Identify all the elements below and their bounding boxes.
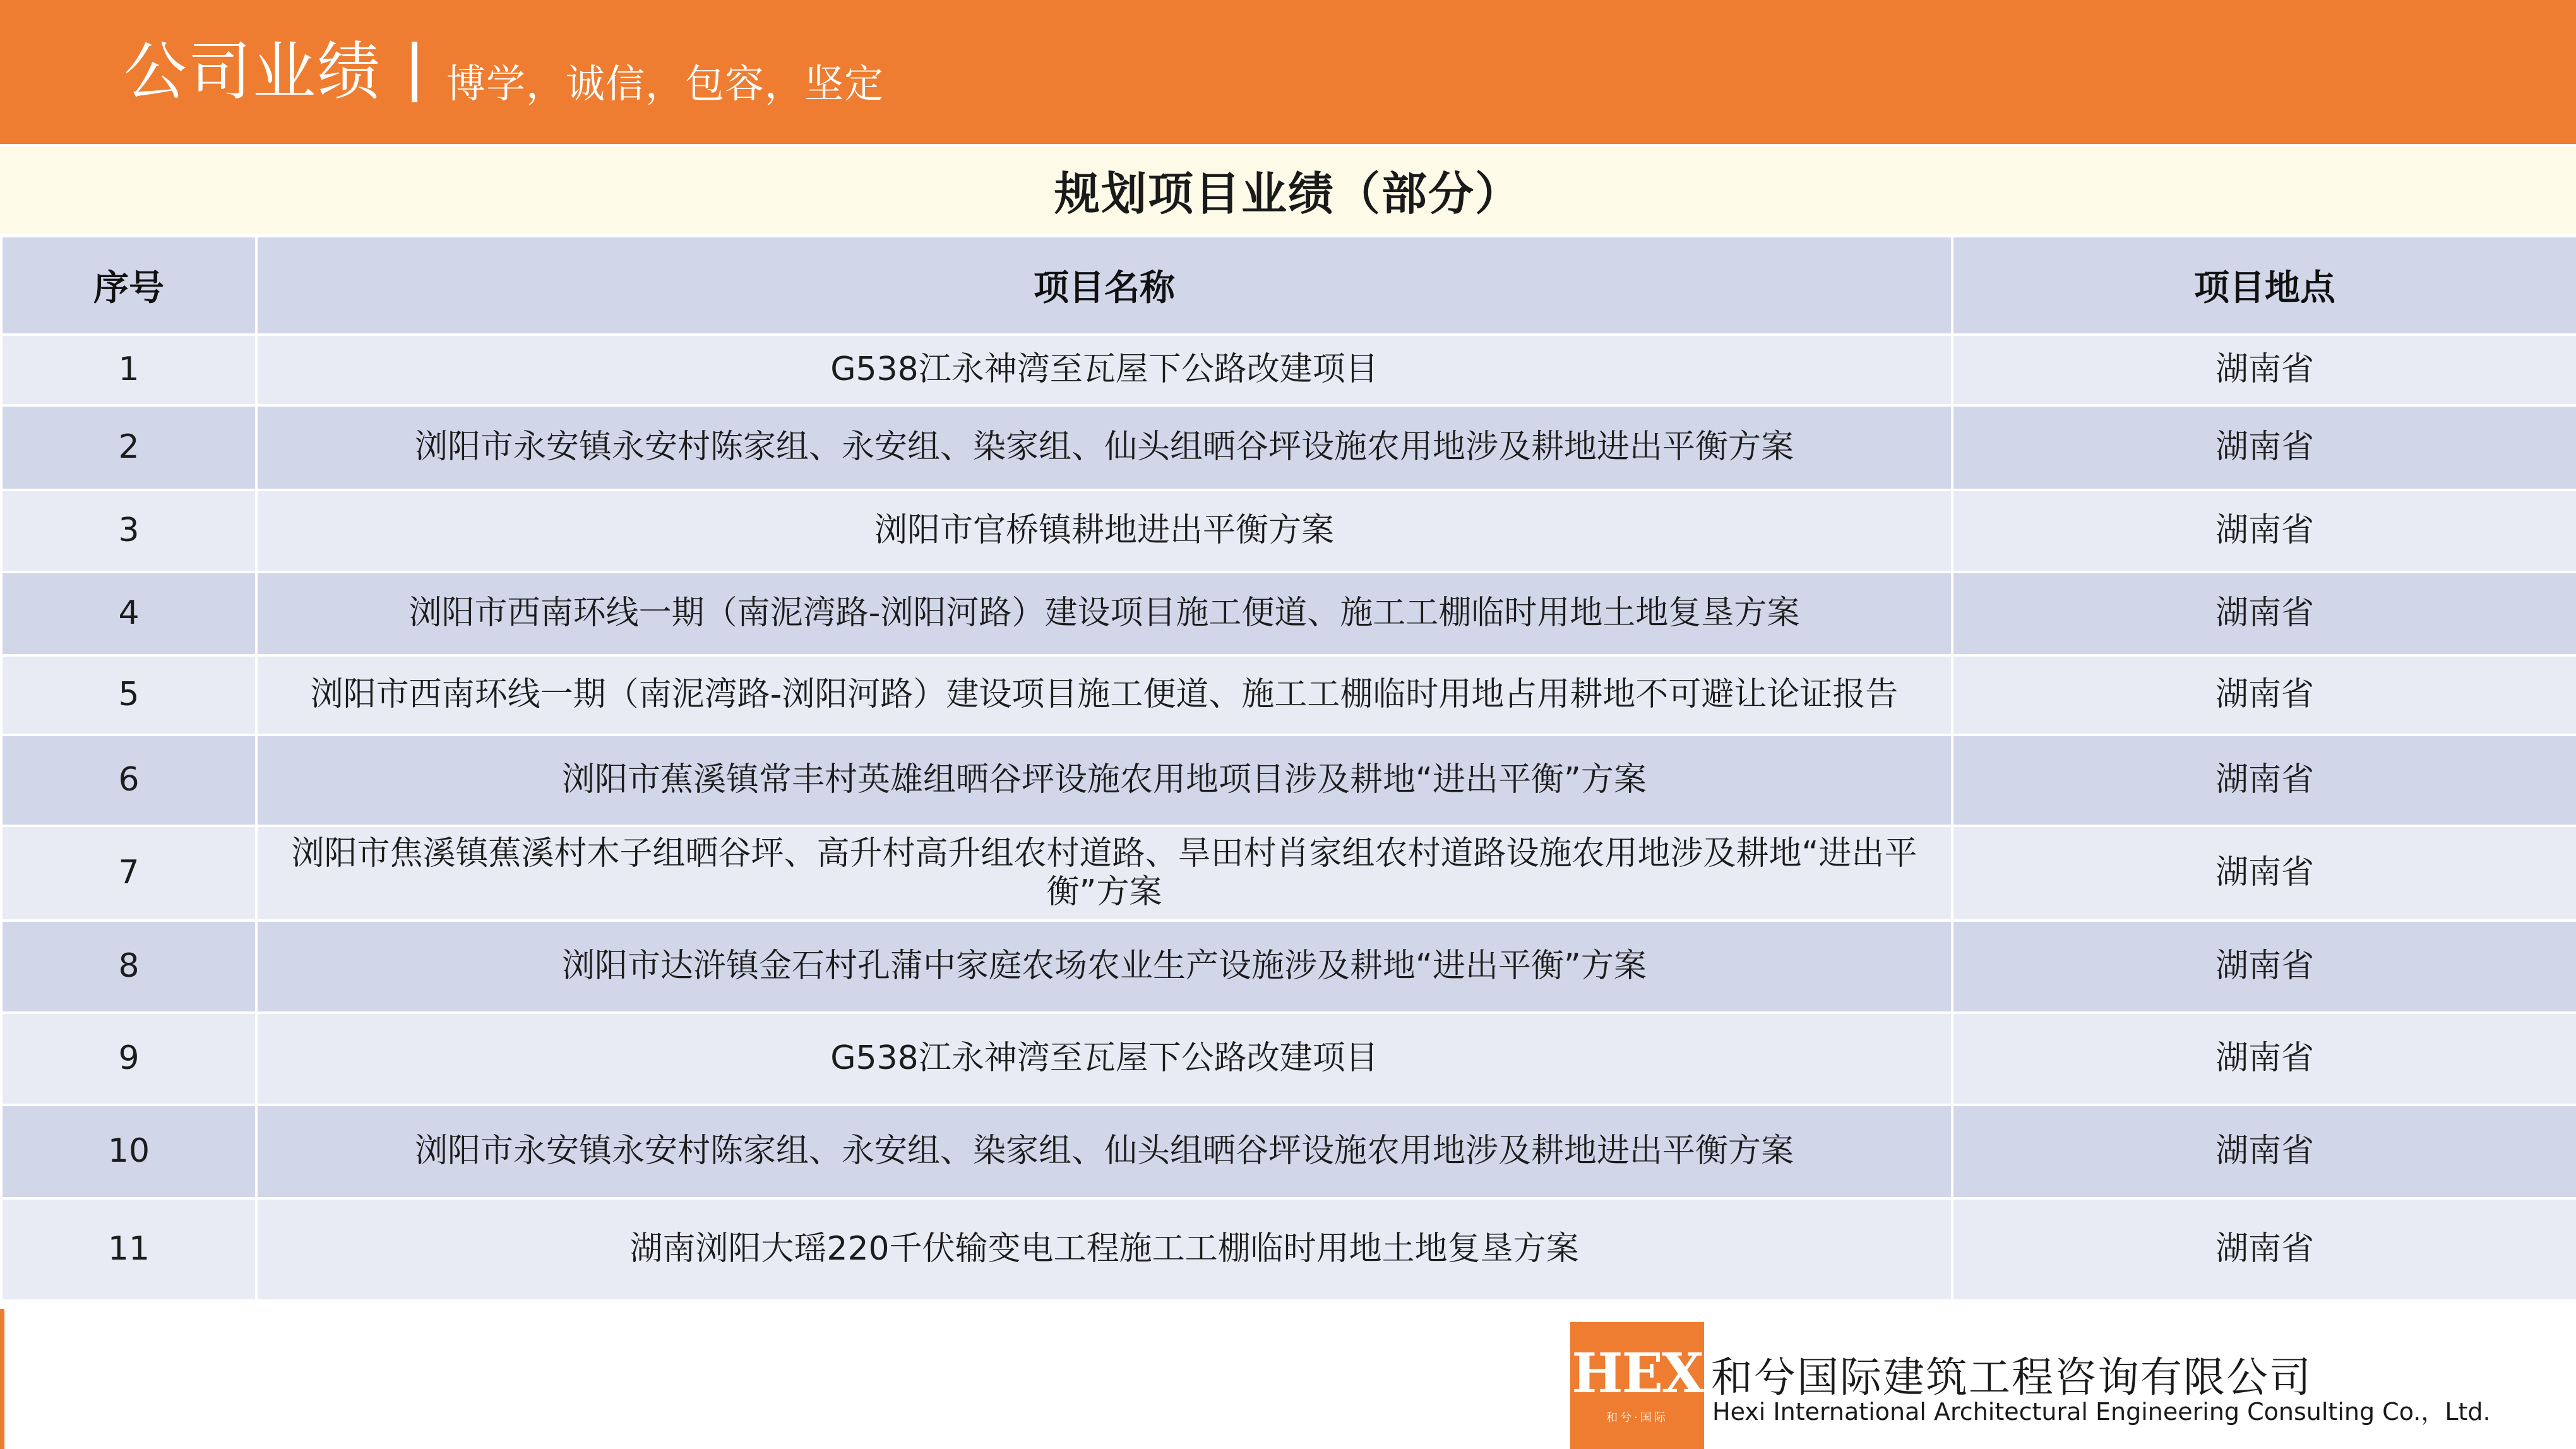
title-divider (412, 42, 417, 102)
page-subtitle: 博学，诚信，包容，坚定 (446, 60, 885, 107)
table-row (1, 826, 2576, 921)
cell-project-name: G538江永神湾至瓦屋下公路改建项目 (256, 335, 1952, 405)
header-cell-name: 项目名称 (256, 236, 1952, 335)
cell-project-name: 浏阳市西南环线一期（南泥湾路-浏阳河路）建设项目施工便道、施工工棚临时用地占用耕地不可避让论证报告 (256, 655, 1952, 735)
cell-project-name: G538江永神湾至瓦屋下公路改建项目 (256, 1013, 1952, 1105)
cell-project-name: 浏阳市永安镇永安村陈家组、永安组、染家组、仙头组晒谷坪设施农用地涉及耕地进出平衡方案 (256, 405, 1952, 490)
table-row (1, 921, 2576, 1013)
header-cell-number: 序号 (1, 236, 256, 335)
section-title-band (0, 146, 2576, 234)
cell-location: 湖南省 (1952, 1013, 2576, 1105)
cell-location: 湖南省 (1952, 490, 2576, 572)
header-bar (0, 0, 2576, 144)
table-row (1, 1198, 2576, 1301)
cell-location: 湖南省 (1952, 655, 2576, 735)
section-title: 规划项目业绩（部分） (1054, 167, 1522, 220)
cell-project-name: 浏阳市官桥镇耕地进出平衡方案 (256, 490, 1952, 572)
cell-location: 湖南省 (1952, 1105, 2576, 1198)
projects-table (0, 235, 2576, 1302)
cell-number: 3 (1, 490, 256, 572)
table-row (1, 335, 2576, 405)
header-cell-location: 项目地点 (1952, 236, 2576, 335)
cell-project-name: 浏阳市达浒镇金石村孔蒲中家庭农场农业生产设施涉及耕地“进出平衡”方案 (256, 921, 1952, 1013)
cell-location: 湖南省 (1952, 826, 2576, 921)
table-row (1, 490, 2576, 572)
cell-number: 10 (1, 1105, 256, 1198)
logo-wordmark: HEX (1571, 1341, 1703, 1405)
cell-number: 2 (1, 405, 256, 490)
company-logo (1570, 1322, 1704, 1449)
cell-number: 7 (1, 826, 256, 921)
logo-subtext: 和兮·国际 (1606, 1410, 1668, 1424)
company-name-en: Hexi International Architectural Engineering Consulting Co.，Ltd. (1712, 1398, 2491, 1426)
table-row (1, 735, 2576, 826)
table-row (1, 1013, 2576, 1105)
cell-location: 湖南省 (1952, 735, 2576, 826)
cell-project-name: 浏阳市焦溪镇蕉溪村木子组晒谷坪、高升村高升组农村道路、旱田村肖家组农村道路设施农用地涉及耕地“进出平衡”方案 (256, 826, 1952, 921)
cell-number: 8 (1, 921, 256, 1013)
cell-project-name: 浏阳市永安镇永安村陈家组、永安组、染家组、仙头组晒谷坪设施农用地涉及耕地进出平衡方案 (256, 1105, 1952, 1198)
cell-location: 湖南省 (1952, 572, 2576, 655)
table-row (1, 405, 2576, 490)
cell-project-name: 浏阳市西南环线一期（南泥湾路-浏阳河路）建设项目施工便道、施工工棚临时用地土地复垦方案 (256, 572, 1952, 655)
company-name-cn: 和兮国际建筑工程咨询有限公司 (1711, 1353, 2312, 1402)
table-row (1, 1105, 2576, 1198)
cell-number: 11 (1, 1198, 256, 1301)
page-title: 公司业绩 (124, 35, 381, 109)
cell-location: 湖南省 (1952, 335, 2576, 405)
cell-location: 湖南省 (1952, 921, 2576, 1013)
cell-number: 6 (1, 735, 256, 826)
table-header-row (1, 236, 2576, 335)
cell-project-name: 浏阳市蕉溪镇常丰村英雄组晒谷坪设施农用地项目涉及耕地“进出平衡”方案 (256, 735, 1952, 826)
cell-number: 9 (1, 1013, 256, 1105)
footer-accent-bar (0, 1309, 4, 1449)
cell-number: 4 (1, 572, 256, 655)
table-row (1, 572, 2576, 655)
cell-number: 5 (1, 655, 256, 735)
cell-project-name: 湖南浏阳大瑶220千伏输变电工程施工工棚临时用地土地复垦方案 (256, 1198, 1952, 1301)
cell-number: 1 (1, 335, 256, 405)
cell-location: 湖南省 (1952, 1198, 2576, 1301)
cell-location: 湖南省 (1952, 405, 2576, 490)
table-row (1, 655, 2576, 735)
